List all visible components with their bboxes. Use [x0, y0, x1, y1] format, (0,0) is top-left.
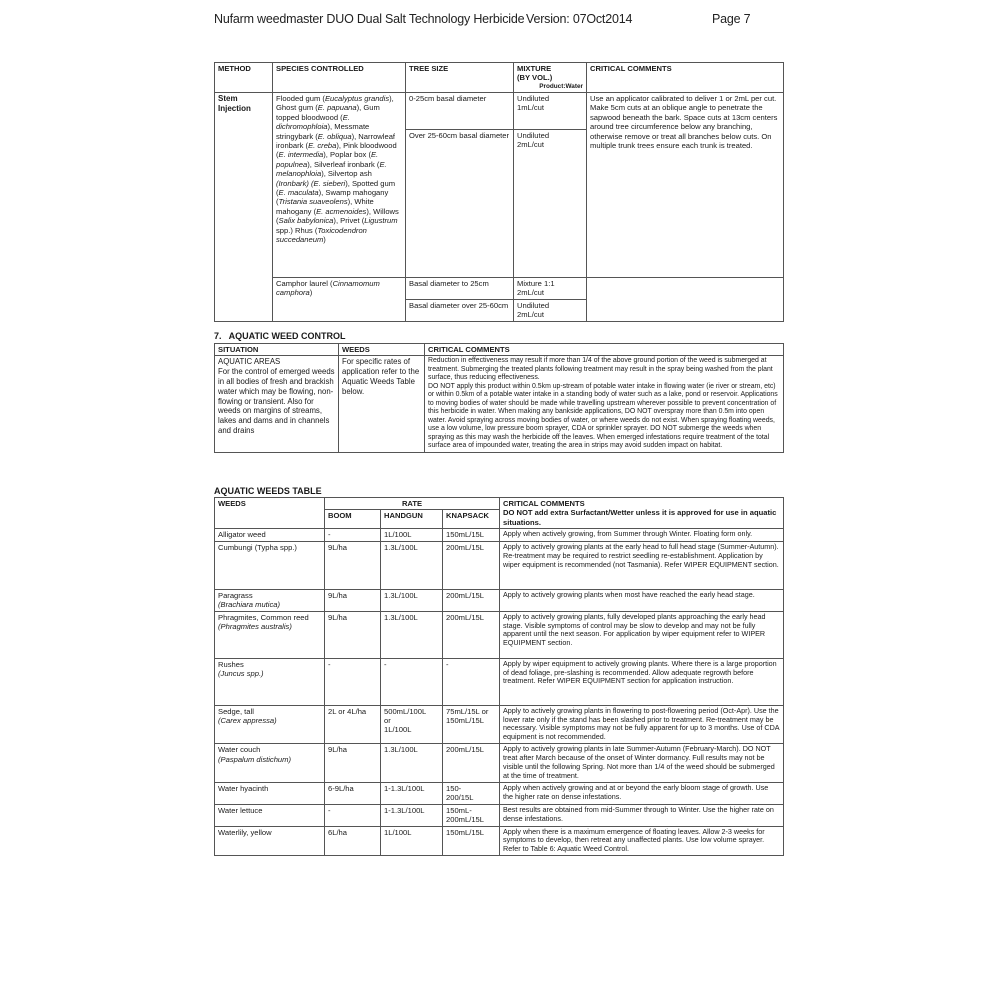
- situation-title: AQUATIC AREAS: [218, 357, 281, 367]
- header-comments: [500, 498, 784, 529]
- tree-size-basal-25-60: Basal diameter over 25-60cm: [409, 301, 509, 310]
- weed-name: Water hyacinth: [218, 783, 269, 793]
- species-cell-2: [273, 278, 406, 322]
- header-comments-note: DO NOT add extra Surfactant/Wetter unless it is approved for use in aquatic situations.: [503, 508, 777, 527]
- handgun-rate: 1.3L/100L: [381, 541, 443, 589]
- knapsack-rate: 150- 200/15L: [443, 782, 500, 804]
- aquatic-weeds-table-heading: AQUATIC WEEDS TABLE: [214, 486, 322, 496]
- handgun-rate: 1L/100L: [381, 529, 443, 541]
- mixture-note: Product:Water: [539, 82, 583, 90]
- header-handgun: HANDGUN: [381, 510, 443, 529]
- table-row: [215, 705, 784, 744]
- document-version: Version: 07Oct2014: [526, 12, 633, 26]
- aquatic-areas-table: [214, 343, 784, 453]
- species-cell-1: [273, 93, 406, 278]
- boom-rate: 9L/ha: [325, 541, 381, 589]
- handgun-rate: 1L/100L: [381, 826, 443, 856]
- boom-rate: 9L/ha: [325, 589, 381, 611]
- table-row: [215, 744, 784, 783]
- header-weeds: WEEDS: [339, 344, 425, 356]
- header-species: SPECIES CONTROLLED: [273, 63, 406, 93]
- weed-comment: Apply to actively growing plants at the early head to full head stage (Summer-Autumn). Re-treatment may be required to restrict seedling re-establishment. Application by wiper equipment is recommended (not Tasmania). Refer WIPER EQUIPMENT section.: [500, 541, 784, 589]
- weed-name: Sedge, tall: [218, 706, 254, 716]
- table-row: [215, 589, 784, 611]
- boom-rate: -: [325, 804, 381, 826]
- page-number: Page 7: [712, 12, 751, 26]
- header-knapsack: KNAPSACK: [443, 510, 500, 529]
- knapsack-rate: 200mL/15L: [443, 611, 500, 658]
- mixture-basal-25-60: Undiluted 2mL/cut: [517, 301, 550, 320]
- knapsack-rate: 150mL- 200mL/15L: [443, 804, 500, 826]
- handgun-rate: 1-1.3L/100L: [381, 782, 443, 804]
- header-rate: RATE: [325, 498, 500, 510]
- weed-name: Water couch: [218, 745, 261, 755]
- stem-comment: Use an applicator calibrated to deliver 1 or 2mL per cut. Make 5cm cuts at an oblique angle to penetrate the sapwood beneath the bark. Space cuts at 13cm centers around tree circumference below any branching, otherwise remove or treat all branches below cuts. On multiple trunk trees ensure each trunk is treated.: [590, 94, 778, 151]
- method-label: Stem Injection: [218, 94, 251, 113]
- table-row: [215, 804, 784, 826]
- knapsack-rate: 200mL/15L: [443, 744, 500, 783]
- weed-cell: [215, 658, 325, 705]
- header-critical-comments: CRITICAL COMMENTS: [425, 344, 784, 356]
- tree-size-cell: [406, 278, 514, 300]
- weed-cell: [215, 705, 325, 744]
- handgun-rate: 500mL/100L or 1L/100L: [381, 705, 443, 744]
- header-method: METHOD: [215, 63, 273, 93]
- mixture-label: MIXTURE: [517, 64, 552, 73]
- weed-scientific-name: (Paspalum distichum): [218, 754, 292, 764]
- weed-name: Phragmites, Common reed: [218, 612, 309, 622]
- method-cell: [215, 93, 273, 322]
- mixture-sub: (BY VOL.): [517, 73, 553, 83]
- weed-cell: [215, 744, 325, 783]
- species-list-1: Flooded gum (Eucalyptus grandis), Ghost gum (E. papuana), Gum topped bloodwood (E. dichromophloia), Messmate stringybark (E. obliqua), Narrowleaf ironbark (E. creba), Pink bloodwood (E. intermedia), Poplar box (E. populnea), Silverleaf ironbark (E. melanophloia), Silvertop ash (Ironbark) (E. sieberi), Spotted gum (E. maculata), Swamp mahogany (Tristania suaveolens), White mahogany (E. acmenoides), Willows (Salix babylonica), Privet (Ligustrum spp.) Rhus (Toxicodendron succedaneum): [276, 94, 399, 245]
- mixture-cell: [514, 130, 587, 278]
- weed-cell: [215, 611, 325, 658]
- weed-cell: [215, 804, 325, 826]
- species-list-2: Camphor laurel (Cinnamomum camphora): [276, 279, 380, 298]
- header-tree-size: TREE SIZE: [406, 63, 514, 93]
- weed-cell: [215, 826, 325, 856]
- mixture-25-60: Undiluted 2mL/cut: [517, 131, 550, 150]
- boom-rate: 6L/ha: [325, 826, 381, 856]
- weed-comment: Best results are obtained from mid-Summer through to Winter. Use the higher rate on dense infestations.: [500, 804, 784, 826]
- weed-scientific-name: (Brachiara mutica): [218, 600, 281, 610]
- weed-name: Cumbungi (Typha spp.): [218, 542, 297, 552]
- weed-scientific-name: (Carex appressa): [218, 716, 277, 726]
- knapsack-rate: 150mL/15L: [443, 826, 500, 856]
- weed-comment: Apply to actively growing plants, fully developed plants approaching the early head stage. Visible symptoms of control may be slow to develop and may not be fully apparent until the next season. For application by wiper equipment refer to WIPER EQUIPMENT section.: [500, 611, 784, 658]
- knapsack-rate: 200mL/15L: [443, 589, 500, 611]
- boom-rate: 2L or 4L/ha: [325, 705, 381, 744]
- boom-rate: 9L/ha: [325, 744, 381, 783]
- weeds-text: For specific rates of application refer to the Aquatic Weeds Table below.: [342, 357, 420, 396]
- header-mixture: [514, 63, 587, 93]
- header-boom: BOOM: [325, 510, 381, 529]
- table-row: [215, 529, 784, 541]
- boom-rate: 6-9L/ha: [325, 782, 381, 804]
- handgun-rate: 1.3L/100L: [381, 611, 443, 658]
- handgun-rate: 1-1.3L/100L: [381, 804, 443, 826]
- boom-rate: -: [325, 529, 381, 541]
- knapsack-rate: 200mL/15L: [443, 541, 500, 589]
- mixture-basal-25: Mixture 1:1 2mL/cut: [517, 279, 555, 298]
- weed-comment: Apply when there is a maximum emergence of floating leaves. Allow 2-3 weeks for symptoms to develop, then retreat any unaffected plants. Use low volume sprayer. Refer to Table 6: Aquatic Weed Control.: [500, 826, 784, 856]
- weed-cell: [215, 589, 325, 611]
- weed-cell: [215, 782, 325, 804]
- weed-name: Alligator weed: [218, 530, 266, 540]
- weed-scientific-name: (Juncus spp.): [218, 669, 264, 679]
- boom-rate: 9L/ha: [325, 611, 381, 658]
- boom-rate: -: [325, 658, 381, 705]
- comment-cell: [587, 93, 784, 278]
- tree-size-25-60: Over 25-60cm basal diameter: [409, 131, 510, 140]
- table-row: [215, 611, 784, 658]
- weed-name: Water lettuce: [218, 805, 263, 815]
- table-row: [215, 826, 784, 856]
- tree-size-cell: [406, 130, 514, 278]
- mixture-cell: [514, 93, 587, 130]
- weed-name: Waterlily, yellow: [218, 827, 272, 837]
- weed-comment: Apply to actively growing plants in flowering to post-flowering period (Oct-Apr). Use the lower rate only if the stand has been slashed prior to treatment. Re-treatment may be necessary. Visible symptoms may not be fully apparent for up to 3 months. Use of CDA equipment is not recommended.: [500, 705, 784, 744]
- tree-size-0-25: 0-25cm basal diameter: [409, 94, 487, 103]
- weed-name: Paragrass: [218, 590, 253, 600]
- aquatic-comments: Reduction in effectiveness may result if more than 1/4 of the above ground portion of the weed is submerged at treatment. Submerging the treated plants following treatment may result in the spray being washed from the plant surface, thus reducing effectiveness. DO NOT apply this product within 0.5km up-stream of potable water intake in flowing water (ie river or stream, etc) or within 0.5km of a potable water intake in a standing body of water such as a lake, pond or reservoir. Applications to moving bodies of water should be made while travelling upstream wherever possible to prevent concentration of this herbicide in water. When making any bankside applications, DO NOT overspray more than 0.5m into open water. Avoid spraying across moving bodies of water, or where weeds do not exist. When spraying floating weeds, use a low volume, low pressure boom sprayer, CDA or sprinkler sprayer. DO NOT submerge the weeds when spraying as this may wash the herbicide off the leaves. When emerged infestations require treatment of the total surface area of impounded water, treating the area in strips may avoid sudden impact on habitat.: [428, 357, 778, 450]
- knapsack-rate: 150mL/15L: [443, 529, 500, 541]
- knapsack-rate: -: [443, 658, 500, 705]
- header-situation: SITUATION: [215, 344, 339, 356]
- weed-rows: [215, 529, 784, 856]
- weed-comment: Apply when actively growing, from Summer through Winter. Floating form only.: [500, 529, 784, 541]
- stem-injection-table: [214, 62, 784, 322]
- weed-cell: [215, 541, 325, 589]
- section-heading-aquatic: 7. AQUATIC WEED CONTROL: [214, 331, 346, 341]
- knapsack-rate: 75mL/15L or 150mL/15L: [443, 705, 500, 744]
- weed-name: Rushes: [218, 659, 244, 669]
- mixture-cell: [514, 278, 587, 300]
- handgun-rate: 1.3L/100L: [381, 744, 443, 783]
- situation-text: For the control of emerged weeds in all bodies of fresh and brackish water which may be flowing, non-flowing or transient. Also for weeds on margins of streams, lakes and dams and in channels and drains: [218, 367, 335, 435]
- critical-comments-cell: [425, 356, 784, 453]
- situation-cell: [215, 356, 339, 453]
- weed-comment: Apply to actively growing plants when most have reached the early head stage.: [500, 589, 784, 611]
- mixture-cell: [514, 300, 587, 322]
- header-comments-title: CRITICAL COMMENTS: [503, 499, 585, 508]
- weed-comment: Apply to actively growing plants in late Summer-Autumn (February-March). DO NOT treat after March because of the onset of Winter dormancy. Full results may not be visible until the following Spring. Not more than 1/4 of the weed should be submerged at the time of treatment.: [500, 744, 784, 783]
- weed-comment: Apply when actively growing and at or beyond the early bloom stage of growth. Use the higher rate on dense infestations.: [500, 782, 784, 804]
- table-row: [215, 658, 784, 705]
- table-row: [215, 782, 784, 804]
- tree-size-cell: [406, 300, 514, 322]
- weed-comment: Apply by wiper equipment to actively growing plants. Where there is a large proportion of dead foliage, pre-slashing is recommended. Allow adequate regrowth before treatment. Refer WIPER EQUIPMENT section for application instruction.: [500, 658, 784, 705]
- mixture-0-25: Undiluted 1mL/cut: [517, 94, 550, 113]
- header-weeds: WEEDS: [215, 498, 325, 529]
- tree-size-cell: [406, 93, 514, 130]
- table-row: [215, 541, 784, 589]
- header-comments: CRITICAL COMMENTS: [587, 63, 784, 93]
- handgun-rate: -: [381, 658, 443, 705]
- handgun-rate: 1.3L/100L: [381, 589, 443, 611]
- tree-size-basal-25: Basal diameter to 25cm: [409, 279, 489, 288]
- document-title: Nufarm weedmaster DUO Dual Salt Technology Herbicide: [214, 12, 525, 26]
- weeds-cell: [339, 356, 425, 453]
- weed-scientific-name: (Phragmites australis): [218, 622, 292, 632]
- aquatic-weeds-table: [214, 497, 784, 856]
- comment-cell-empty: [587, 278, 784, 322]
- weed-cell: [215, 529, 325, 541]
